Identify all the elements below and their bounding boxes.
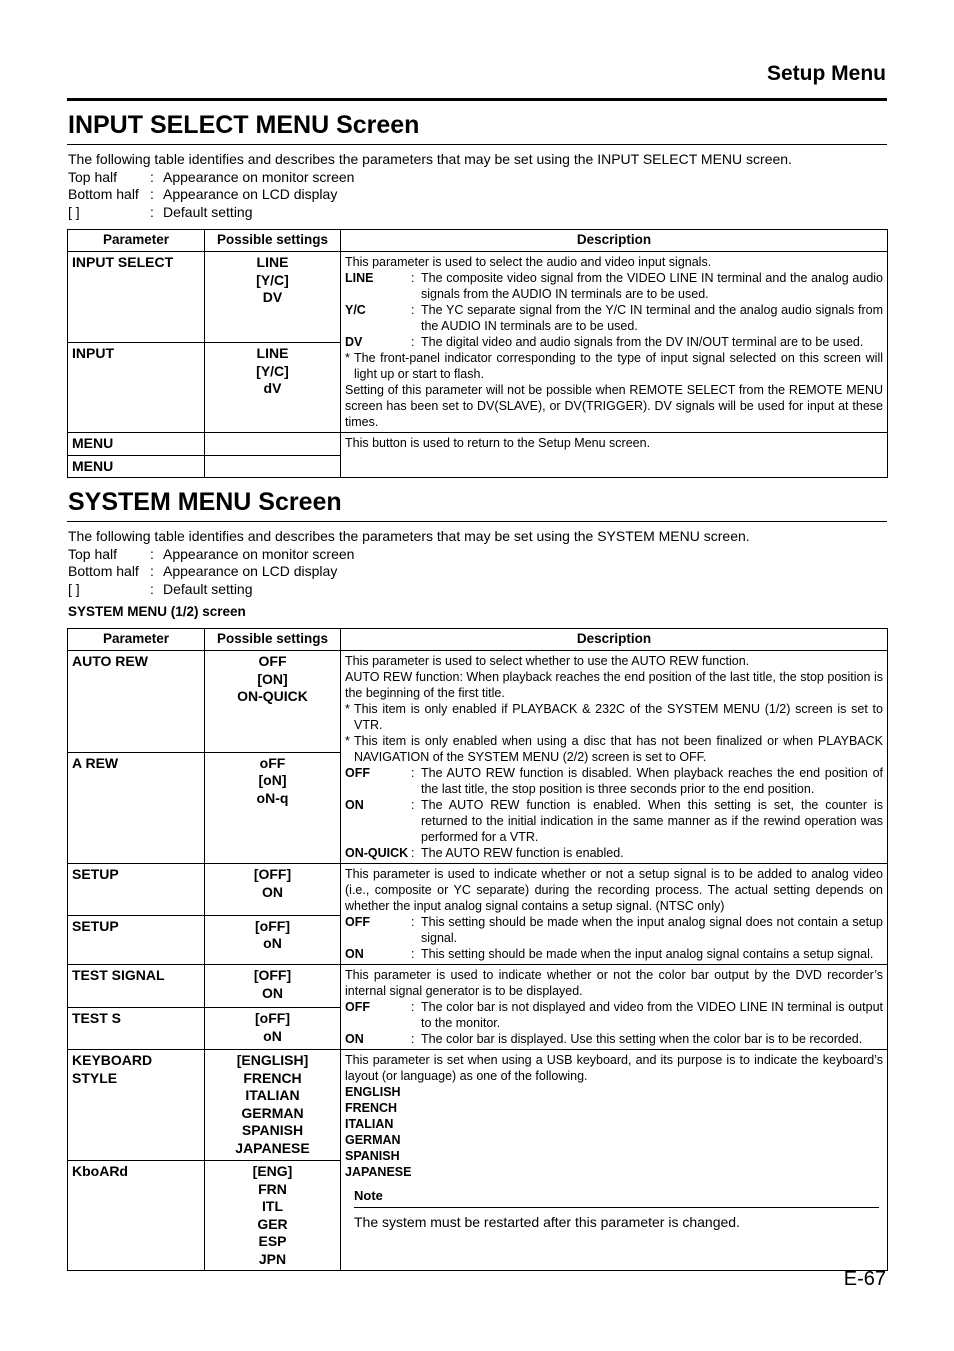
settings-cell: [ENGLISH] FRENCH ITALIAN GERMAN SPANISH JAPANESE	[205, 1050, 341, 1161]
param-cell: AUTO REW	[68, 651, 205, 753]
param-cell: INPUT	[68, 343, 205, 433]
settings-cell: [OFF] ON	[205, 965, 341, 1008]
title-rule	[67, 521, 887, 522]
input-select-intro	[68, 151, 792, 221]
description-cell: This parameter is used to select the audio and video input signals. LINE : The composite video signal from the VIDEO LINE IN terminal and the analog audio signals from the AUDIO IN terminals are to be used. Y/C : The YC separate signal from the Y/C IN terminal and the analog audio signals from the AUDIO IN terminals are to be used. DV : The digital video and audio signals from the DV IN/OUT terminal are to be used. * The front-panel indicator corresponding to the type of input signal selected on this screen will light up or start to flash. Setting of this parameter will not be possible when REMOTE SELECT from the REMOTE MENU screen has been set to DV(SLAVE), or DV(TRIGGER). DV signals will be used for input at these times.	[341, 252, 888, 433]
note-body: The system must be restarted after this parameter is changed.	[354, 1214, 740, 1230]
column-header: Parameter	[68, 230, 205, 252]
section-label: Setup Menu	[767, 62, 886, 85]
param-cell: A REW	[68, 752, 205, 863]
description-cell: This button is used to return to the Setup Menu screen.	[341, 433, 888, 478]
column-header: Description	[341, 230, 888, 252]
intro-text: The following table identifies and describes the parameters that may be set using the INPUT SELECT MENU screen.	[68, 151, 792, 167]
column-header: Parameter	[68, 629, 205, 651]
description-cell: This parameter is set when using a USB keyboard, and its purpose is to indicate the keyboard’s layout (or language) as one of the following. ENGLISH FRENCH ITALIAN GERMAN SPANISH JAPANESE Note The system must be restarted after this parameter is changed.	[341, 1050, 888, 1271]
settings-cell: [ENG] FRN ITL GER ESP JPN	[205, 1161, 341, 1271]
settings-cell	[205, 455, 341, 478]
input-select-title: INPUT SELECT MENU Screen	[68, 111, 420, 139]
column-header: Possible settings	[205, 629, 341, 651]
system-menu-subtitle: SYSTEM MENU (1/2) screen	[68, 604, 246, 619]
top-rule	[67, 98, 887, 101]
column-header: Description	[341, 629, 888, 651]
settings-cell: oFF [oN] oN-q	[205, 752, 341, 863]
legend-row: [ ] : Default setting	[68, 580, 253, 597]
intro-text: The following table identifies and describes the parameters that may be set using the SYSTEM MENU screen.	[68, 528, 750, 544]
description-cell: This parameter is used to indicate whether or not the color bar output by the DVD recorder’s internal signal generator is to be displayed. OFF : The color bar is not displayed and video from the VIDEO LINE IN terminal is output to the monitor. ON : The color bar is displayed. Use this setting when the color bar is to be recorded.	[341, 965, 888, 1050]
page-number: E-67	[843, 1268, 886, 1290]
settings-cell: [oFF] oN	[205, 1008, 341, 1050]
param-cell: TEST SIGNAL	[68, 965, 205, 1008]
settings-cell: LINE [Y/C] DV	[205, 252, 341, 343]
description-cell: This parameter is used to indicate whether or not a setup signal is to be added to analog video (i.e., composite or YC separate) during the recording process. The actual setting depends on whether the input analog signal contains a setup signal. (NTSC only) OFF : This setting should be made when the input analog signal does not contain a setup signal. ON : This setting should be made when the input analog signal contains a setup signal.	[341, 864, 888, 965]
param-cell: TEST S	[68, 1008, 205, 1050]
legend-row: [ ] : Default setting	[68, 203, 253, 220]
settings-cell	[205, 433, 341, 456]
param-cell: INPUT SELECT	[68, 252, 205, 343]
settings-cell: OFF [ON] ON-QUICK	[205, 651, 341, 753]
system-menu-table	[67, 628, 888, 1271]
legend-row: Bottom half : Appearance on LCD display	[68, 186, 338, 202]
legend-row: Bottom half : Appearance on LCD display	[68, 563, 338, 579]
param-cell: KboARd	[68, 1161, 205, 1271]
param-cell: MENU	[68, 433, 205, 456]
column-header: Possible settings	[205, 230, 341, 252]
legend-row: Top half : Appearance on monitor screen	[68, 168, 355, 185]
input-select-table	[67, 229, 888, 478]
param-cell: KEYBOARD STYLE	[68, 1050, 205, 1161]
param-cell: SETUP	[68, 915, 205, 965]
param-cell: SETUP	[68, 864, 205, 916]
settings-cell: [OFF] ON	[205, 864, 341, 916]
legend-row: Top half : Appearance on monitor screen	[68, 545, 355, 562]
note-box	[354, 1188, 879, 1230]
system-menu-title: SYSTEM MENU Screen	[68, 488, 342, 516]
title-rule	[67, 144, 887, 145]
settings-cell: [oFF] oN	[205, 915, 341, 965]
param-cell: MENU	[68, 455, 205, 478]
system-menu-intro	[68, 528, 750, 598]
settings-cell: LINE [Y/C] dV	[205, 343, 341, 433]
note-title: Note	[354, 1188, 879, 1208]
description-cell: This parameter is used to select whether to use the AUTO REW function. AUTO REW function: When playback reaches the end position of the last title, the stop position is the beginning of the first title. * This item is only enabled if PLAYBACK & 232C of the SYSTEM MENU (1/2) screen is set to VTR. * This item is only enabled when using a disc that has not been finalized or when PLAYBACK NAVIGATION of the SYSTEM MENU (2/2) screen is set to OFF. OFF : The AUTO REW function is disabled. When playback reaches the end position of the last title, the stop position is three seconds prior to the end position. ON : The AUTO REW function is enabled. When this setting is set, the counter is returned to the initial indication in the same manner as if the rewind operation was performed for a VTR. ON-QUICK : The AUTO REW function is enabled.	[341, 651, 888, 864]
